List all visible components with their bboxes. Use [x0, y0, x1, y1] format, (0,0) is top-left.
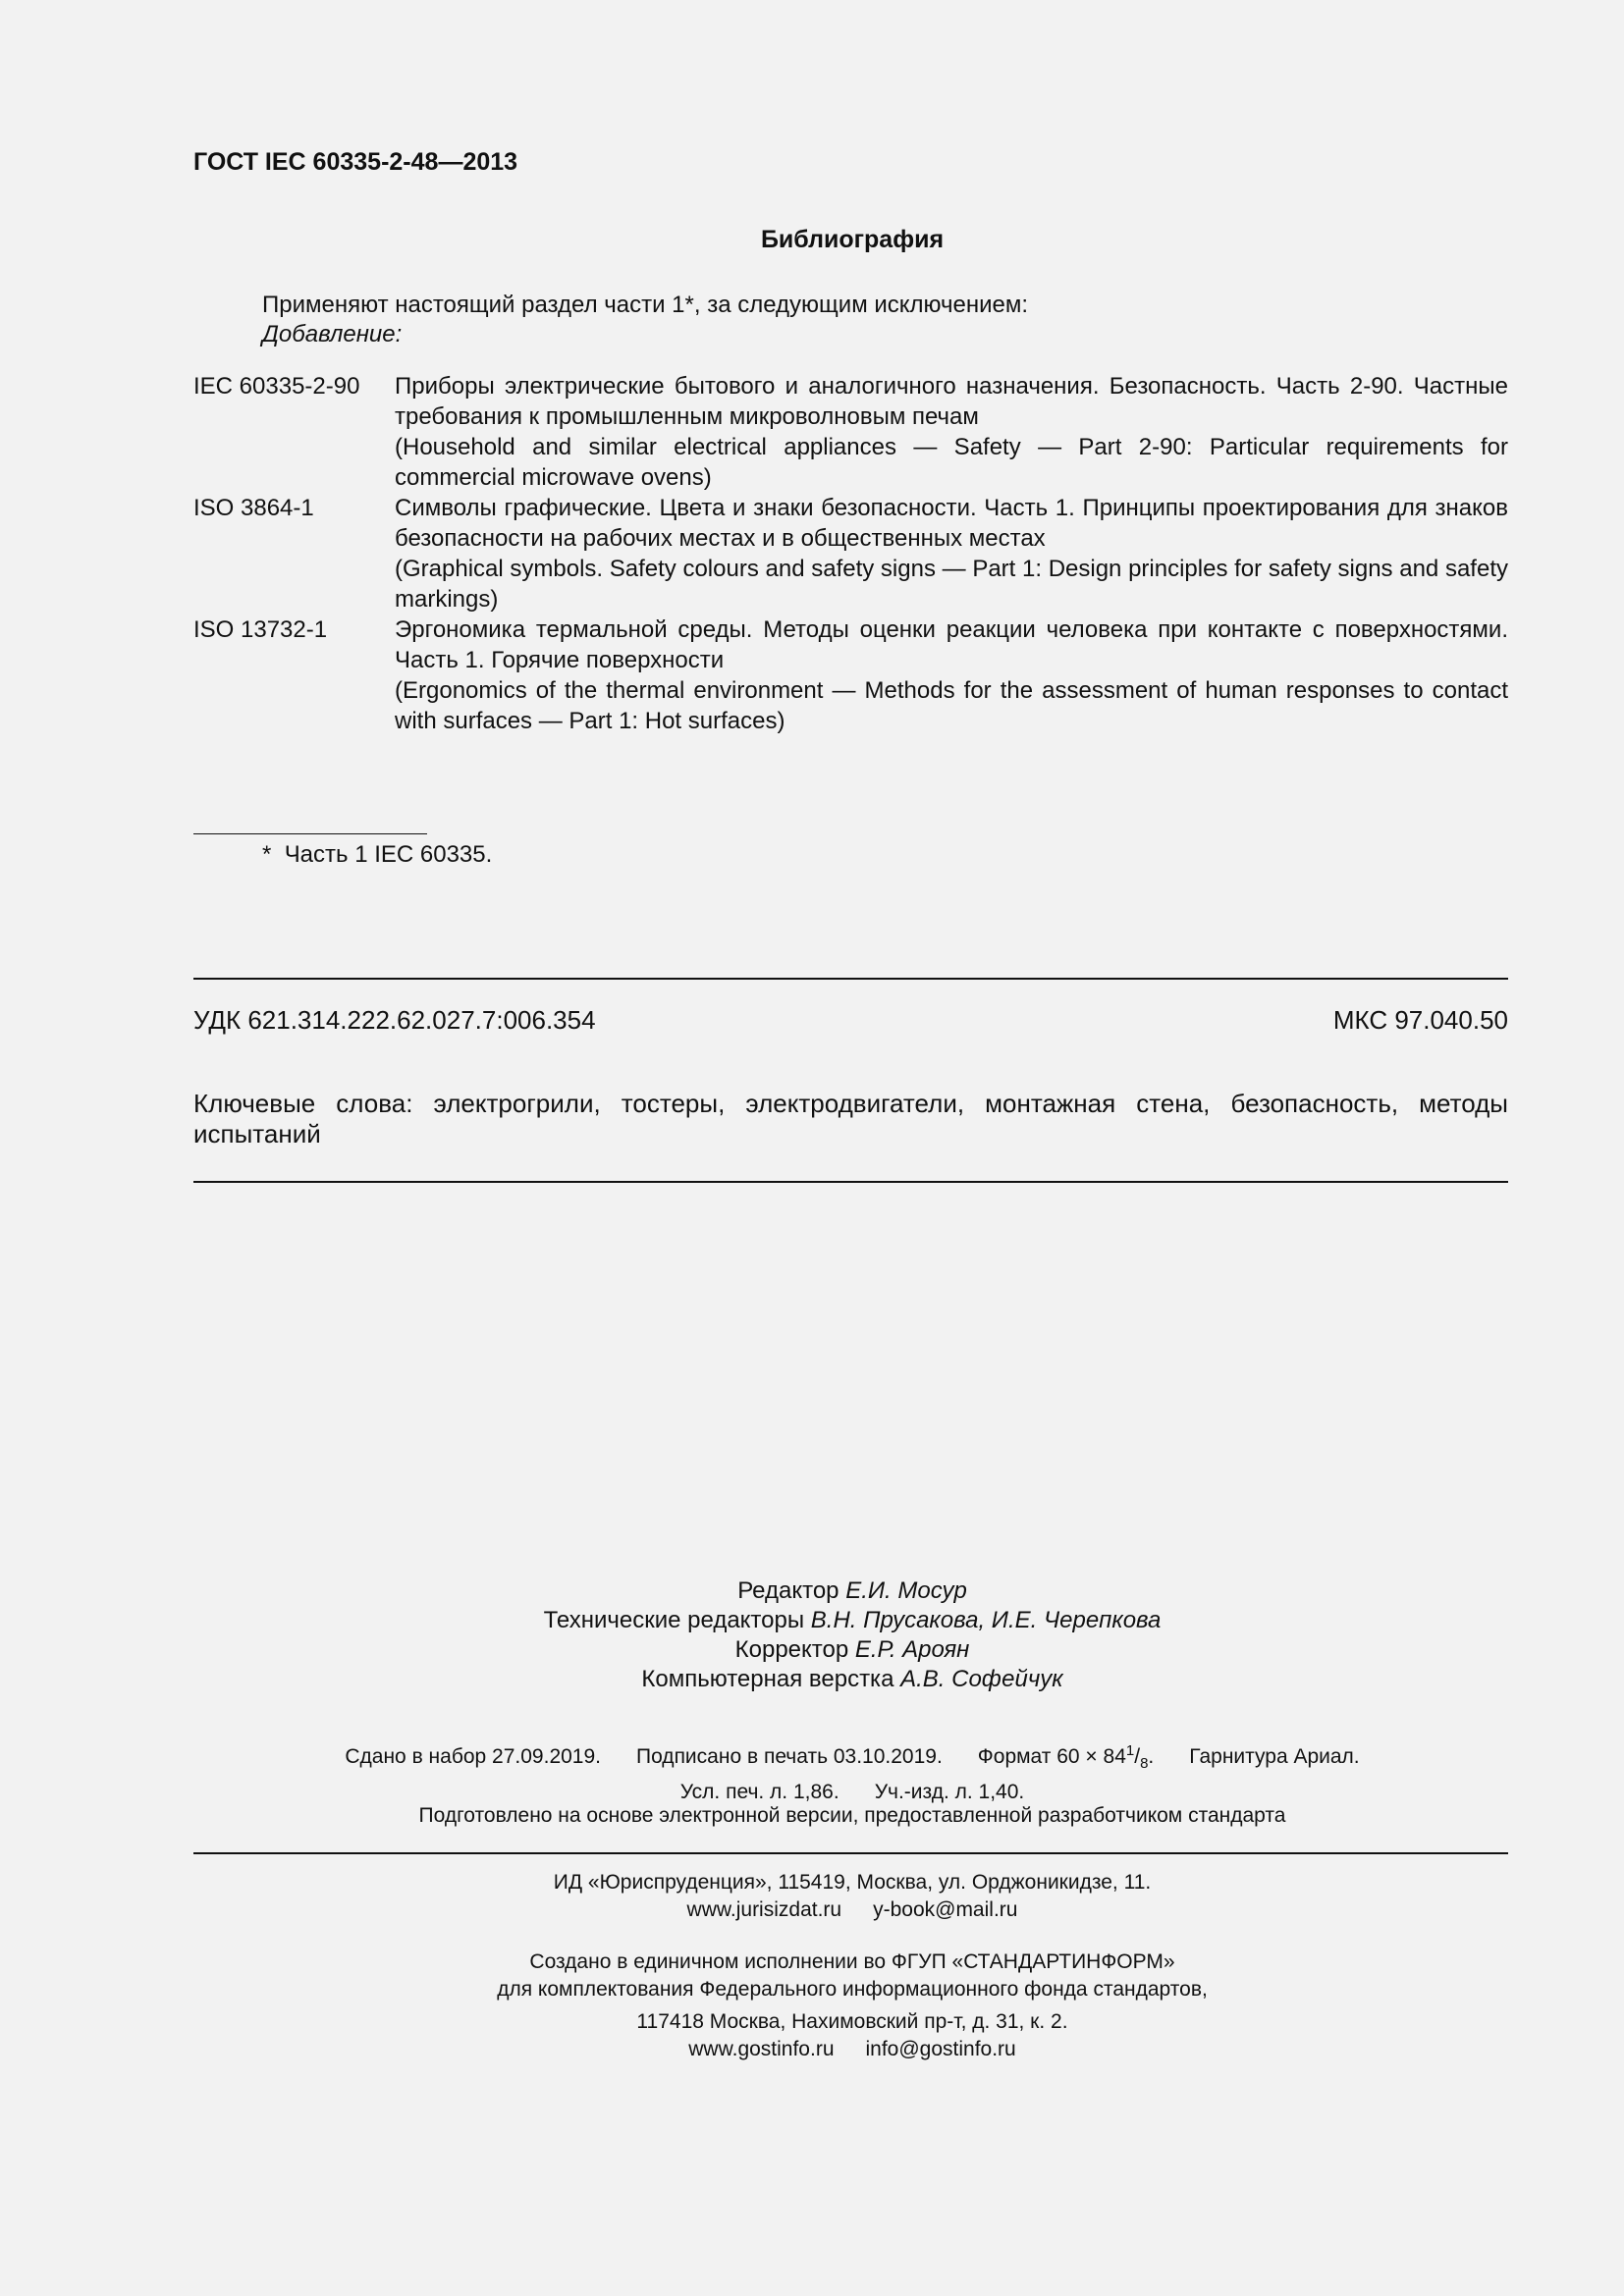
credit-name: Е.Р. Ароян	[854, 1636, 970, 1663]
format-prefix: Формат 60 × 84	[977, 1745, 1126, 1768]
standard-title-ru: Приборы электрические бытового и аналогичного назначения. Безопасность. Часть 2-90. Частные требования к промышленным микроволновым печам	[395, 373, 1508, 430]
bibliography-list	[193, 371, 1508, 736]
standard-code: ISO 3864-1	[193, 495, 314, 521]
format-numerator: 1	[1125, 1742, 1135, 1759]
credit-editor	[0, 1576, 1624, 1606]
footnote-marker: *	[262, 841, 272, 868]
publisher-site-link[interactable]: www.jurisizdat.ru	[686, 1898, 842, 1921]
credit-name: В.Н. Прусакова, И.Е. Черепкова	[810, 1607, 1162, 1633]
gostinfo-email-link[interactable]: info@gostinfo.ru	[865, 2038, 1016, 2060]
publisher-address: ИД «Юриспруденция», 115419, Москва, ул. Орджоникидзе, 11.	[553, 1871, 1152, 1894]
format-denominator: 8	[1140, 1755, 1149, 1773]
standard-title-en: (Ergonomics of the thermal environment — Methods for the assessment of human responses to contact with surfaces — Part 1: Hot surfaces)	[395, 677, 1508, 734]
standard-title-ru: Эргономика термальной среды. Методы оценки реакции человека при контакте с поверхностями. Часть 1. Горячие поверхности	[395, 616, 1508, 673]
submitted-date: Сдано в набор 27.09.2019.	[345, 1745, 601, 1768]
credit-name: А.В. Софейчук	[900, 1666, 1063, 1692]
standard-code: ISO 13732-1	[193, 616, 328, 643]
bibliography-entry	[193, 371, 1508, 493]
standard-description	[395, 614, 1508, 736]
keywords-bottom-rule	[193, 1181, 1508, 1183]
standard-code: IEC 60335-2-90	[193, 373, 360, 400]
standard-title-en: (Graphical symbols. Safety colours and safety signs — Part 1: Design principles for safety signs and safety markings)	[395, 556, 1508, 613]
created-address: 117418 Москва, Нахимовский пр-т, д. 31, к. 2.	[636, 2010, 1068, 2033]
gostinfo-site-link[interactable]: www.gostinfo.ru	[688, 2038, 835, 2060]
paper-format: Формат $60 \times 84^1/_8$.	[977, 1742, 1155, 1773]
standard-description	[395, 371, 1508, 493]
prepared-note: Подготовлено на основе электронной версии, предоставленной разработчиком стандарта	[418, 1804, 1286, 1827]
publisher-info	[0, 1869, 1624, 1924]
credit-label: Технические редакторы	[543, 1607, 805, 1633]
created-info	[0, 1949, 1624, 2063]
credit-corrector	[0, 1635, 1624, 1665]
credit-label: Редактор	[737, 1577, 839, 1604]
print-info	[0, 1736, 1624, 1806]
intro-addition: Добавление:	[262, 321, 403, 347]
document-id: ГОСТ IEC 60335-2-48—2013	[193, 148, 518, 176]
credit-label: Корректор	[734, 1636, 849, 1663]
credit-name: Е.И. Мосур	[845, 1577, 967, 1604]
publisher-email-link[interactable]: y-book@mail.ru	[873, 1898, 1018, 1921]
mks-code: МКС 97.040.50	[1332, 1005, 1508, 1035]
section-title: Библиография	[760, 226, 945, 253]
udc-code: УДК 621.314.222.62.027.7:006.354	[193, 1005, 596, 1035]
intro-text: Применяют настоящий раздел части 1*, за следующим исключением:	[262, 292, 1029, 318]
intro	[262, 291, 1028, 349]
bibliography-entry	[193, 614, 1508, 736]
standard-title-en: (Household and similar electrical appliances — Safety — Part 2-90: Particular requirements for commercial microwave ovens)	[395, 434, 1508, 491]
footnote	[262, 841, 492, 869]
footnote-text: Часть 1 IEC 60335.	[284, 841, 493, 868]
typeface: Гарнитура Ариал.	[1189, 1745, 1360, 1768]
credit-tech-editors	[0, 1606, 1624, 1635]
print-sheets: Усл. печ. л. 1,86.	[679, 1781, 839, 1804]
publisher-top-rule	[193, 1852, 1508, 1854]
created-line-1: Создано в единичном исполнении во ФГУП «СТАНДАРТИНФОРМ»	[529, 1950, 1175, 1973]
format-suffix: .	[1148, 1745, 1155, 1768]
keywords: Ключевые слова: электрогрили, тостеры, электродвигатели, монтажная стена, безопасность, методы испытаний	[193, 1089, 1508, 1148]
standard-description	[395, 493, 1508, 614]
credit-layout	[0, 1665, 1624, 1694]
credit-label: Компьютерная верстка	[641, 1666, 894, 1692]
created-line-2: для комплектования Федерального информационного фонда стандартов,	[497, 1978, 1208, 2001]
classification-top-rule	[193, 978, 1508, 980]
footnote-divider	[193, 833, 427, 834]
signed-date: Подписано в печать 03.10.2019.	[636, 1745, 943, 1768]
credits	[0, 1576, 1624, 1694]
bibliography-entry	[193, 493, 1508, 614]
publication-sheets: Уч.-изд. л. 1,40.	[874, 1781, 1025, 1804]
standard-title-ru: Символы графические. Цвета и знаки безопасности. Часть 1. Принципы проектирования для знаков безопасности на рабочих местах и в общественных местах	[395, 495, 1508, 552]
